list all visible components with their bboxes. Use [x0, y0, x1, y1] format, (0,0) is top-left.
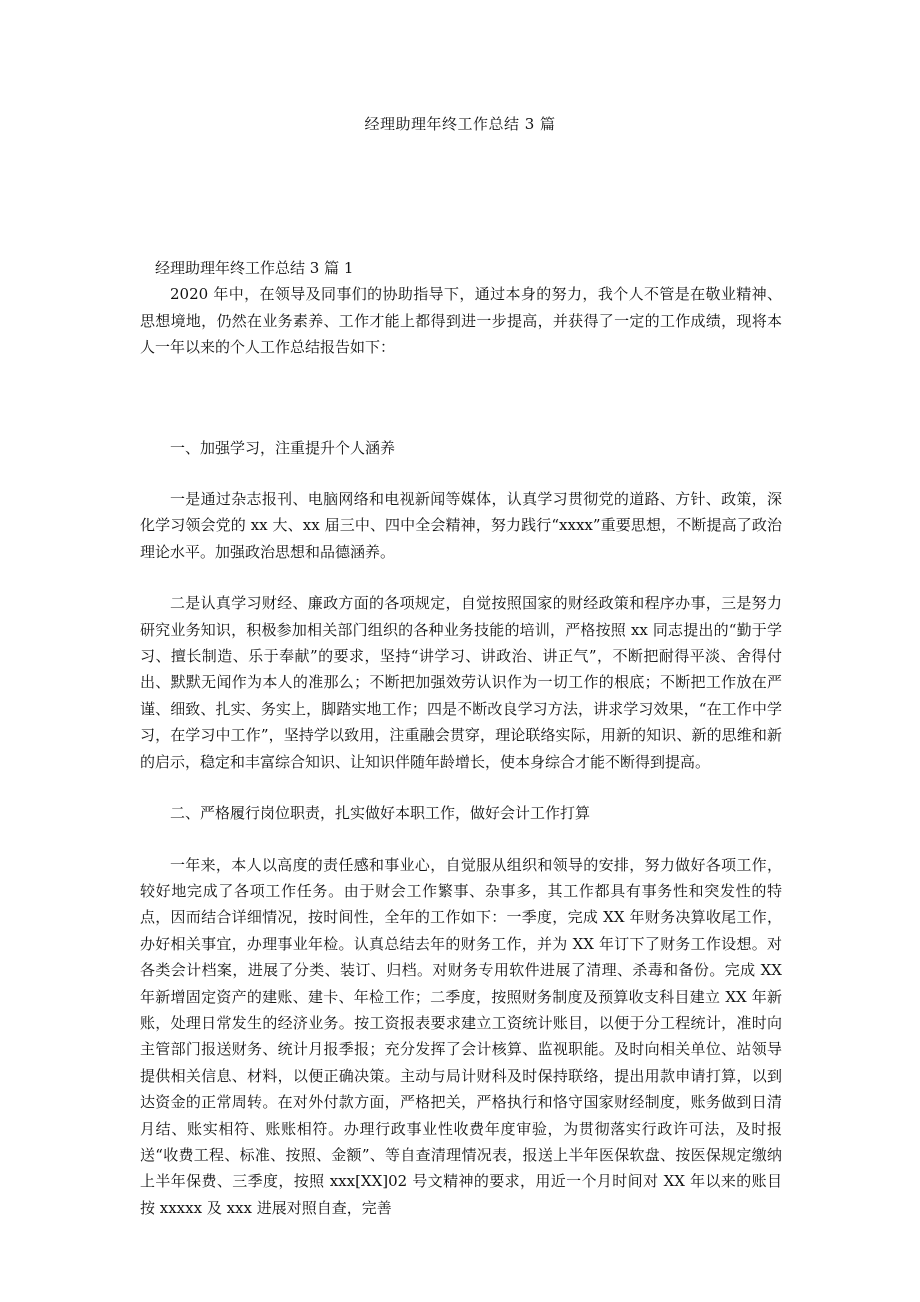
document-title: 经理助理年终工作总结 3 篇	[364, 115, 556, 133]
spacer	[140, 565, 782, 590]
section1-paragraph-2: 二是认真学习财经、廉政方面的各项规定，自觉按照国家的财经政策和程序办事，三是努力研究业务知识，积极参加相关部门组织的各种业务技能的培训，严格按照 xx 同志提出的“勤于学习、擅长制造、乐于奉献”的要求，坚持“讲学习、讲政治、讲正气”，不断把耐得平淡、舍得付出、默默无闻作为本人的准那么；不断把加强效劳认识作为一切工作的根底；不断把工作放在严谨、细致、扎实、务实上，脚踏实地工作；四是不断改良学习方法，讲求学习效果，“在工作中学习，在学习中工作”，坚持学以致用，注重融会贯穿，理论联络实际，用新的知识、新的思维和新的启示，稳定和丰富综合知识、让知识伴随年龄增长，使本身综合才能不断得到提高。	[140, 594, 782, 771]
section-subtitle: 经理助理年终工作总结 3 篇 1	[155, 259, 354, 277]
spacer	[140, 361, 782, 435]
spacer	[140, 461, 782, 486]
spacer	[140, 827, 782, 852]
spacer	[140, 775, 782, 800]
intro-paragraph: 2020 年中，在领导及同事们的协助指导下，通过本身的努力，我个人不管是在敬业精神、思想境地，仍然在业务素养、工作才能上都得到进一步提高，并获得了一定的工作成绩，现将本人一年以来的个人工作总结报告如下：	[140, 285, 782, 357]
section2-heading: 二、严格履行岗位职责，扎实做好本职工作，做好会计工作打算	[170, 804, 591, 823]
section1-heading: 一、加强学习，注重提升个人涵养	[170, 438, 396, 457]
document-body	[140, 255, 782, 1221]
section1-paragraph-1: 一是通过杂志报刊、电脑网络和电视新闻等媒体，认真学习贯彻党的道路、方针、政策，深化学习领会党的 xx 大、xx 届三中、四中全会精神，努力践行“xxxx”重要思想，不断提高了政治理论水平。加强政治思想和品德涵养。	[140, 490, 782, 561]
section2-paragraph-1: 一年来，本人以高度的责任感和事业心，自觉服从组织和领导的安排，努力做好各项工作，较好地完成了各项工作任务。由于财会工作繁事、杂事多，其工作都具有事务性和突发性的特点，因而结合详细情况，按时间性，全年的工作如下：一季度，完成 XX 年财务决算收尾工作，办好相关事宜，办理事业年检。认真总结去年的财务工作，并为 XX 年订下了财务工作设想。对各类会计档案，进展了分类、装订、归档。对财务专用软件进展了清理、杀毒和备份。完成 XX 年新增固定资产的建账、建卡、年检工作；二季度，按照财务制度及预算收支科目建立 XX 年新账，处理日常发生的经济业务。按工资报表要求建立工资统计账目，以便于分工程统计，准时向主管部门报送财务、统计月报季报；充分发挥了会计核算、监视职能。及时向相关单位、站领导提供相关信息、材料，以便正确决策。主动与局计财科及时保持联络，提出用款申请打算，以到达资金的正常周转。在对外付款方面，严格把关，严格执行和恪守国家财经制度，账务做到日清月结、账实相符、账账相符。办理行政事业性收费年度审验，为贯彻落实行政许可法，及时报送“收费工程、标准、按照、金额”、等自查清理情况表，报送上半年医保软盘、按医保规定缴纳上半年保费、三季度，按照 xxx[XX]02 号文精神的要求，用近一个月时间对 XX 年以来的账目按 xxxxx 及 xxx 进展对照自查，完善	[140, 855, 782, 1217]
